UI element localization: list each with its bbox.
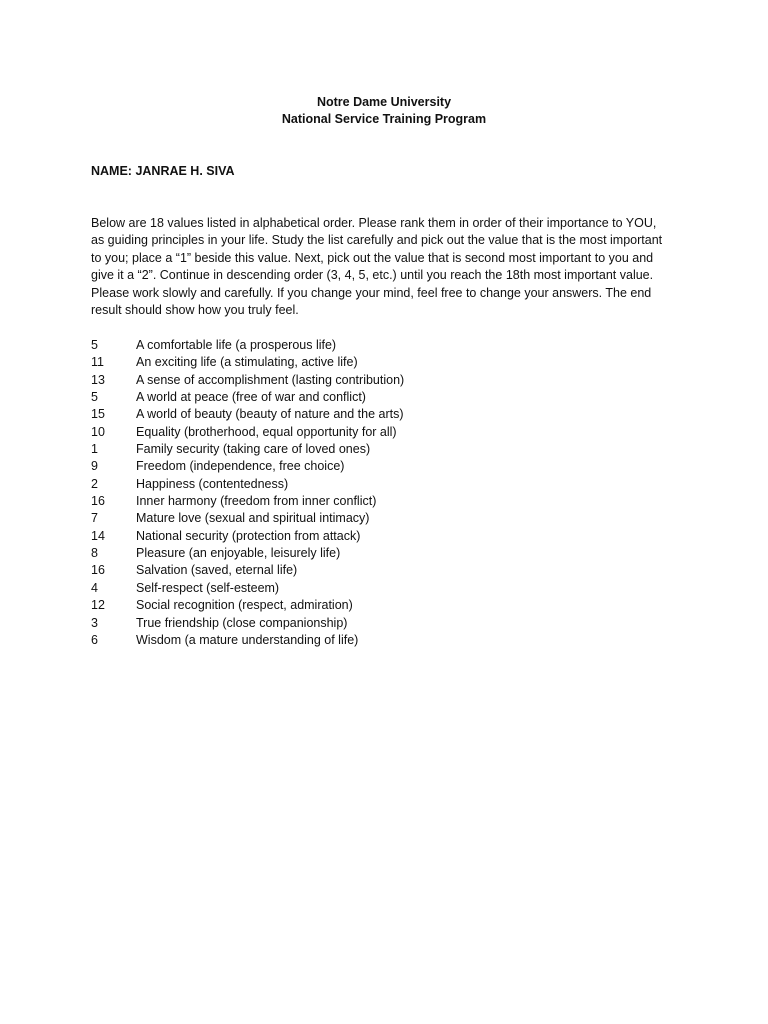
value-rank: 15 xyxy=(91,407,105,422)
list-item xyxy=(91,510,691,527)
value-description: Salvation (saved, eternal life) xyxy=(136,563,298,578)
value-rank: 10 xyxy=(91,424,105,439)
value-description: Social recognition (respect, admiration) xyxy=(136,598,353,613)
value-description: Pleasure (an enjoyable, leisurely life) xyxy=(136,546,341,561)
value-rank: 3 xyxy=(91,615,98,630)
value-rank: 2 xyxy=(91,476,98,491)
value-rank: 8 xyxy=(91,546,98,561)
list-item xyxy=(91,372,691,389)
instructions-paragraph xyxy=(91,215,691,319)
value-rank: 12 xyxy=(91,598,105,613)
value-description: National security (protection from attack) xyxy=(136,528,361,543)
list-item xyxy=(91,597,691,614)
list-item xyxy=(91,493,691,510)
value-description: A world at peace (free of war and conflict) xyxy=(136,390,366,405)
list-item xyxy=(91,545,691,562)
list-item xyxy=(91,441,691,458)
value-description: Equality (brotherhood, equal opportunity for all) xyxy=(136,424,397,439)
value-rank: 7 xyxy=(91,511,98,526)
document-header xyxy=(0,94,768,128)
value-description: Inner harmony (freedom from inner conflict) xyxy=(136,494,377,509)
value-description: Wisdom (a mature understanding of life) xyxy=(136,632,359,647)
value-description: Happiness (contentedness) xyxy=(136,476,289,491)
value-rank: 16 xyxy=(91,563,105,578)
value-description: Mature love (sexual and spiritual intimacy) xyxy=(136,511,370,526)
instructions-line: result should show how you truly feel. xyxy=(91,303,299,318)
list-item xyxy=(91,354,691,371)
value-description: Self-respect (self-esteem) xyxy=(136,580,280,595)
value-description: An exciting life (a stimulating, active life) xyxy=(136,355,358,370)
list-item xyxy=(91,632,691,649)
value-description: Freedom (independence, free choice) xyxy=(136,459,345,474)
list-item xyxy=(91,458,691,475)
values-ranking-list xyxy=(91,337,691,649)
student-name: NAME: JANRAE H. SIVA xyxy=(91,164,235,178)
list-item xyxy=(91,615,691,632)
program-title: National Service Training Program xyxy=(281,112,487,126)
list-item xyxy=(91,406,691,423)
value-rank: 5 xyxy=(91,390,98,405)
value-description: Family security (taking care of loved ones) xyxy=(136,442,371,457)
list-item xyxy=(91,337,691,354)
value-rank: 6 xyxy=(91,632,98,647)
value-rank: 5 xyxy=(91,338,98,352)
value-rank: 13 xyxy=(91,372,105,387)
instructions-line: give it a “2”. Continue in descending order (3, 4, 5, etc.) until you reach the 18th most important value. xyxy=(91,268,654,283)
value-rank: 16 xyxy=(91,494,105,509)
value-rank: 9 xyxy=(91,459,98,474)
value-description: A world of beauty (beauty of nature and the arts) xyxy=(136,407,404,422)
value-description: True friendship (close companionship) xyxy=(136,615,348,630)
list-item xyxy=(91,528,691,545)
value-rank: 1 xyxy=(91,442,98,457)
university-title: Notre Dame University xyxy=(316,95,452,109)
instructions-line: Please work slowly and carefully. If you change your mind, feel free to change your answers. The end xyxy=(91,285,652,300)
list-item xyxy=(91,562,691,579)
instructions-line: to you; place a “1” beside this value. Next, pick out the value that is second most important to you and xyxy=(91,250,654,265)
value-description: A sense of accomplishment (lasting contribution) xyxy=(136,372,405,387)
list-item xyxy=(91,424,691,441)
instructions-line: Below are 18 values listed in alphabetical order. Please rank them in order of their importance to YOU, xyxy=(91,216,657,230)
list-item xyxy=(91,389,691,406)
value-rank: 14 xyxy=(91,528,105,543)
value-description: A comfortable life (a prosperous life) xyxy=(136,338,337,352)
list-item xyxy=(91,580,691,597)
value-rank: 11 xyxy=(91,355,104,370)
instructions-line: as guiding principles in your life. Study the list carefully and pick out the value that is the most important xyxy=(91,233,663,248)
list-item xyxy=(91,476,691,493)
value-rank: 4 xyxy=(91,580,98,595)
